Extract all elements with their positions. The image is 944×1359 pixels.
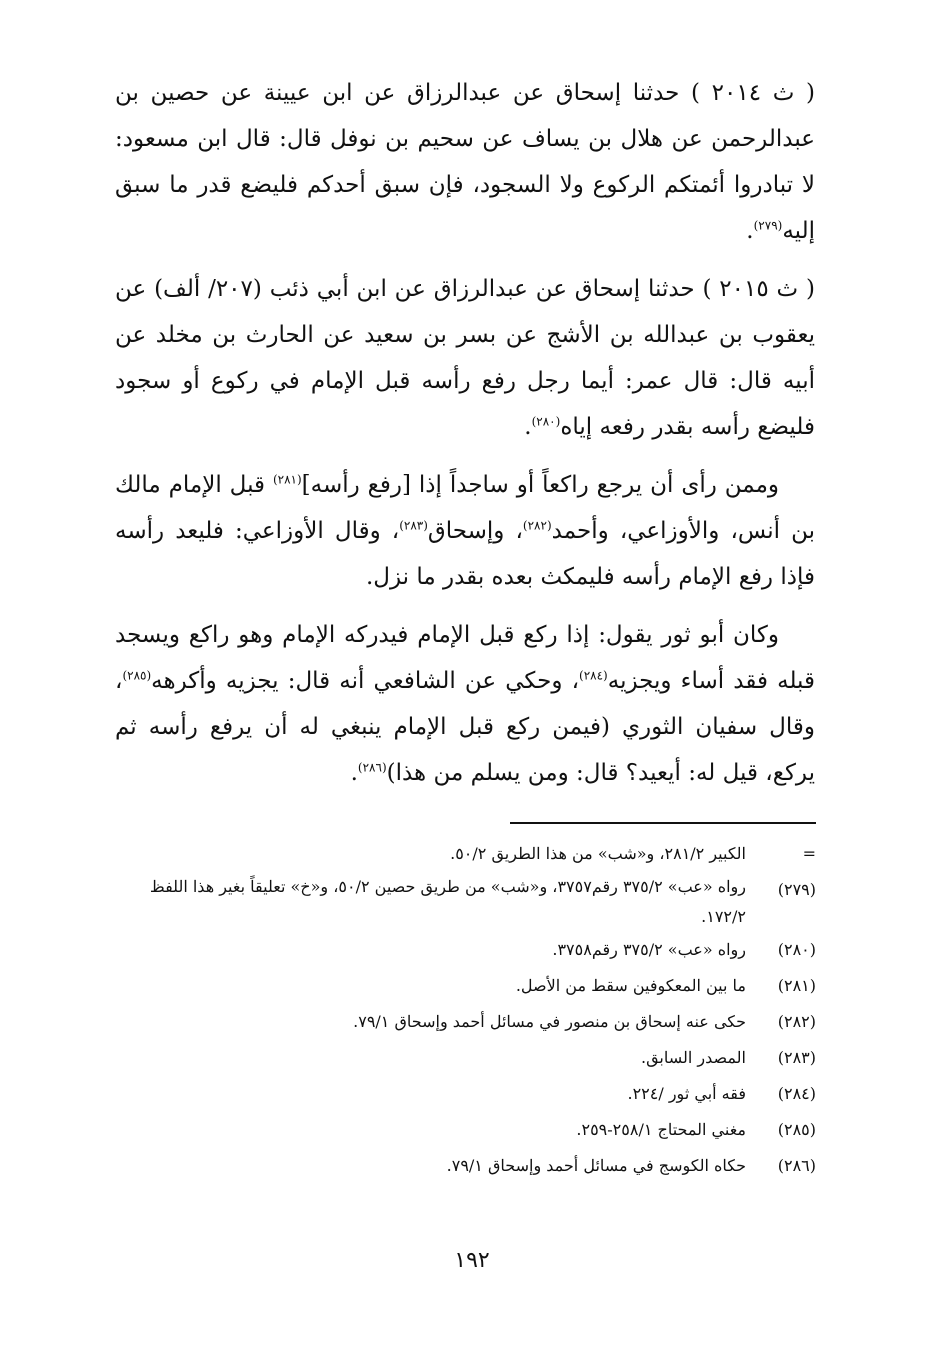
footnote-text: رواه «عب» ٣٧٥/٢ رقم٣٧٥٨. [552, 940, 746, 959]
footnote-text: ما بين المعكوفين سقط من الأصل. [515, 976, 746, 995]
footnote-text: رواه «عب» ٣٧٥/٢ رقم٣٧٥٧، و«شب» من طريق حصين ٥٠/٢، و«خ» تعليقاً بغير هذا اللفظ ١٧٢/٢. [149, 877, 746, 926]
footnote-ref-280[interactable]: (٢٨٠) [531, 414, 561, 429]
paragraph-ruling-raise-head: وممن رأى أن يرجع راكعاً أو ساجداً إذا [رفع رأسه]$^{(٢٨١)}$ قبل الإمام مالك بن أنس، والأوزاعي، وأحمد$^{(٢٨٢)}$، وإسحاق$^{(٢٨٣)}$، وقال الأوزاعي: فليعد رأسه فإذا رفع الإمام رأسه فليمكث بعده بقدر ما نزل. [115, 472, 815, 590]
footnote-280: (٢٨٠) رواه «عب» ٣٧٥/٢ رقم٣٧٥٨. [552, 940, 816, 959]
paragraph-abu-thawr: وكان أبو ثور يقول: إذا ركع قبل الإمام فيدركه الإمام وهو راكع ويسجد قبله فقد أساء ويجزيه$^{(٢٨٤)}$، وحكي عن الشافعي أنه قال: يجزيه وأكرهه$^{(٢٨٥)}$، وقال سفيان الثوري (فيمن ركع قبل الإمام ينبغي له أن يرفع رأسه ثم يركع، قيل له: أيعيد؟ قال: ومن يسلم من هذا)$^{(٢٨٦)}$. [115, 622, 815, 786]
footnote-281: (٢٨١) ما بين المعكوفين سقط من الأصل. [515, 976, 816, 995]
footnote-text: فقه أبي ثور /٢٢٤. [627, 1084, 746, 1103]
footnote-continuation: = الكبير ٢٨١/٢، و«شب» من هذا الطريق ٥٠/٢. [450, 844, 816, 863]
footnote-text: المصدر السابق. [640, 1048, 746, 1067]
footnote-ref-286[interactable]: (٢٨٦) [357, 760, 387, 775]
footnotes-list [116, 836, 816, 1184]
footnote-text: مغني المحتاج ٢٥٨/١-٢٥٩. [576, 1120, 746, 1139]
footnote-text: الكبير ٢٨١/٢، و«شب» من هذا الطريق ٥٠/٢. [450, 844, 746, 863]
footnote-284: (٢٨٤) فقه أبي ثور /٢٢٤. [627, 1084, 816, 1103]
footnote-separator [510, 822, 816, 824]
footnote-282: (٢٨٢) حكى عنه إسحاق بن منصور في مسائل أحمد وإسحاق ٧٩/١. [353, 1012, 816, 1031]
footnote-283: (٢٨٣) المصدر السابق. [640, 1048, 816, 1067]
footnote-ref-282[interactable]: (٢٨٢) [522, 518, 552, 533]
page-body [115, 70, 815, 808]
footnote-text: حكاه الكوسج في مسائل أحمد وإسحاق ٧٩/١. [446, 1156, 746, 1175]
footnote-ref-283[interactable]: (٢٨٣) [399, 518, 428, 533]
page-number: ١٩٢ [454, 1248, 490, 1273]
footnote-279: (٢٧٩) رواه «عب» ٣٧٥/٢ رقم٣٧٥٧، و«شب» من طريق حصين ٥٠/٢، و«خ» تعليقاً بغير هذا اللفظ ١٧٢/٢. [116, 872, 816, 932]
footnote-text: حكى عنه إسحاق بن منصور في مسائل أحمد وإسحاق ٧٩/١. [353, 1012, 746, 1031]
paragraph-text: ( ث ٢٠١٥ ) حدثنا إسحاق عن عبدالرزاق عن ابن أبي ذئب (٢٠٧/ ألف) عن يعقوب بن عبدالله بن الأشج عن بسر بن سعيد عن الحارث بن مخلد عن أبيه قال: قال عمر: أيما رجل رفع رأسه قبل الإمام في ركوع أو سجود فليضع رأسه بقدر رفعه إياه [115, 276, 815, 440]
footnote-285: (٢٨٥) مغني المحتاج ٢٥٨/١-٢٥٩. [576, 1120, 816, 1139]
paragraph-2015: ( ث ٢٠١٥ ) حدثنا إسحاق عن عبدالرزاق عن ابن أبي ذئب (٢٠٧/ ألف) عن يعقوب بن عبدالله بن الأشج عن بسر بن سعيد عن الحارث بن مخلد عن أبيه قال: قال عمر: أيما رجل رفع رأسه قبل الإمام في ركوع أو سجود فليضع رأسه بقدر رفعه إياه$^{(٢٨٠)}$. [115, 276, 815, 440]
footnote-ref-284[interactable]: (٢٨٤) [579, 668, 608, 683]
paragraph-text: ( ث ٢٠١٤ ) حدثنا إسحاق عن عبدالرزاق عن ابن عيينة عن حصين بن عبدالرحمن عن هلال بن يساف عن سحيم بن نوفل قال: قال ابن مسعود: لا تبادروا أئمتكم الركوع ولا السجود، فإن سبق أحدكم فليضع قدر ما سبق إليه [115, 80, 815, 244]
footnote-ref-279[interactable]: (٢٧٩) [753, 218, 783, 233]
footnote-286: (٢٨٦) حكاه الكوسج في مسائل أحمد وإسحاق ٧٩/١. [446, 1156, 816, 1175]
footnote-ref-281[interactable]: (٢٨١) [272, 472, 302, 487]
paragraph-2014: ( ث ٢٠١٤ ) حدثنا إسحاق عن عبدالرزاق عن ابن عيينة عن حصين بن عبدالرحمن عن هلال بن يساف عن سحيم بن نوفل قال: قال ابن مسعود: لا تبادروا أئمتكم الركوع ولا السجود، فإن سبق أحدكم فليضع قدر ما سبق إليه$^{(٢٧٩)}$. [115, 80, 815, 244]
footnote-ref-285[interactable]: (٢٨٥) [122, 668, 152, 683]
